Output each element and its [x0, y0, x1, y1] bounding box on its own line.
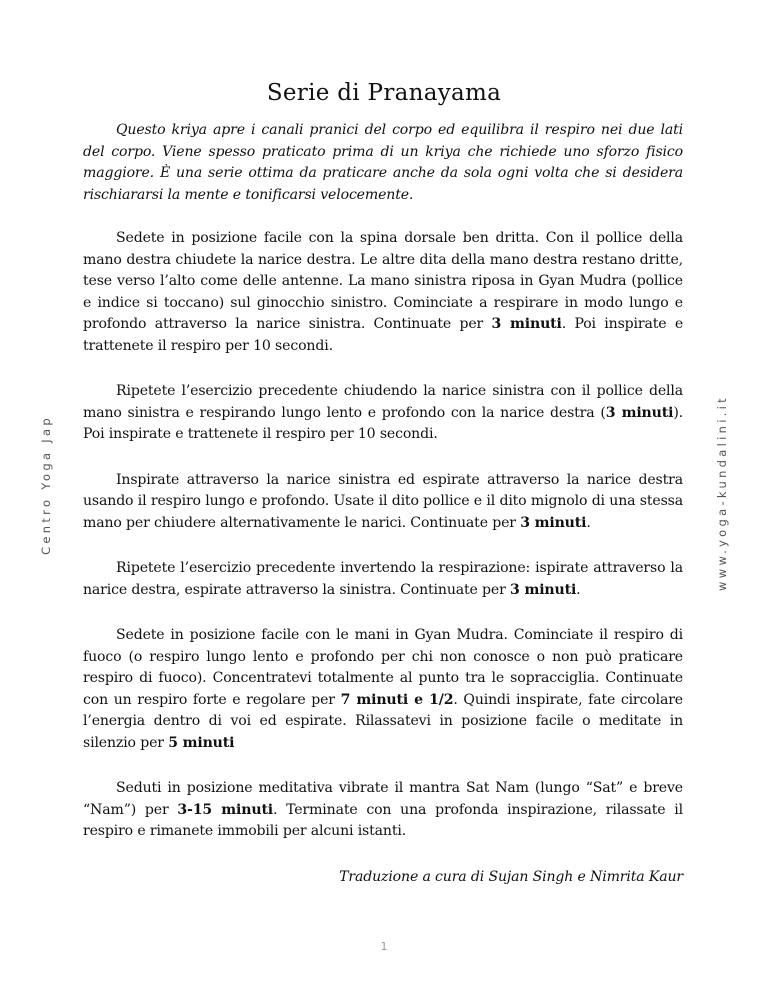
exercise-6-text: Seduti in posizione meditativa vibrate il mantra Sat Nam (lungo “Sat” e breve “Nam”) per	[83, 780, 683, 818]
exercise-paragraph-6	[83, 778, 683, 843]
right-margin-url: www.yoga-kundalini.it	[715, 395, 729, 591]
exercise-paragraph-3	[83, 470, 683, 535]
left-margin-label: Centro Yoga Jap	[39, 415, 53, 555]
exercise-6-duration: 3-15 minuti	[177, 801, 274, 818]
page-title: Serie di Pranayama	[266, 80, 502, 106]
exercise-5-text: Sedete in posizione facile con le mani in Gyan Mudra. Cominciate il respiro di fuoco (o respiro lungo lento e profondo per chi non conosce o non può praticare respiro di fuoco). Concentratevi totalmente al punto tra le sopracciglia. Continuate con un respiro forte e regolare per	[83, 627, 683, 708]
exercise-5-meditation-duration: 5 minuti	[168, 734, 235, 751]
exercise-3-text: Inspirate attraverso la narice sinistra ed espirate attraverso la narice destra usando il respiro lungo e profondo. Usate il dito pollice e il dito mignolo di una stessa mano per chiudere alternativamente le narici. Continuate per	[83, 471, 683, 531]
page-number: 1	[380, 940, 388, 953]
exercise-3-duration: 3 minuti	[520, 514, 587, 531]
exercise-6-text-end: . Terminate con una profonda inspirazione, rilassate il respiro e rimanete immobili per alcuni istanti.	[83, 801, 683, 839]
exercise-2-text-end: ). Poi inspirate e trattenete il respiro per 10 secondi.	[83, 404, 683, 442]
exercise-1-text-end: . Poi inspirate e trattenete il respiro per 10 secondi.	[83, 316, 684, 354]
exercise-4-duration: 3 minuti	[510, 581, 577, 598]
exercise-4-text-end: .	[576, 581, 581, 598]
translation-credit: Traduzione a cura di Sujan Singh e Nimrita Kaur	[339, 868, 683, 885]
exercise-4-text: Ripetete l’esercizio precedente invertendo la respirazione: ispirate attraverso la narice destra, espirate attraverso la sinistra. Continuate per	[83, 560, 683, 598]
exercise-paragraph-5	[83, 625, 683, 754]
exercise-3-text-end: .	[586, 514, 591, 531]
exercise-5-text-end: . Quindi inspirate, fate circolare l’energia dentro di voi ed espirate. Rilassatevi in posizione facile o meditate in silenzio per	[83, 691, 683, 751]
exercise-1-duration: 3 minuti	[491, 316, 562, 332]
exercise-paragraph-2	[83, 381, 683, 446]
exercise-2-text: Ripetete l’esercizio precedente chiudendo la narice sinistra con il pollice della mano sinistra e respirando lungo lento e profondo con la narice destra (	[83, 383, 683, 421]
exercise-2-duration: 3 minuti	[605, 404, 674, 421]
exercise-paragraph-1	[83, 228, 683, 357]
exercise-1-text: Sedete in posizione facile con la spina dorsale ben dritta. Con il pollice della mano destra chiudete la narice destra. Le altre dita della mano destra restano dritte, tese verso l’alto come delle antenne. La mano sinistra riposa in Gyan Mudra (pollice e indice si toccano) sul ginocchio sinistro. Cominciate a respirare in modo lungo e profondo attraverso la narice sinistra. Continuate per	[83, 230, 683, 332]
document-body	[83, 120, 683, 912]
exercise-5-duration: 7 minuti e 1/2	[340, 691, 454, 708]
intro-paragraph: Questo kriya apre i canali pranici del corpo ed equilibra il respiro nei due lati del corpo. Viene spesso praticato prima di un kriya che richiede uno sforzo fisico maggiore. È una serie ottima da praticare anche da sola ogni volta che si desidera rischiararsi la mente e tonificarsi velocemente.	[83, 122, 683, 203]
exercise-paragraph-4	[83, 558, 683, 601]
